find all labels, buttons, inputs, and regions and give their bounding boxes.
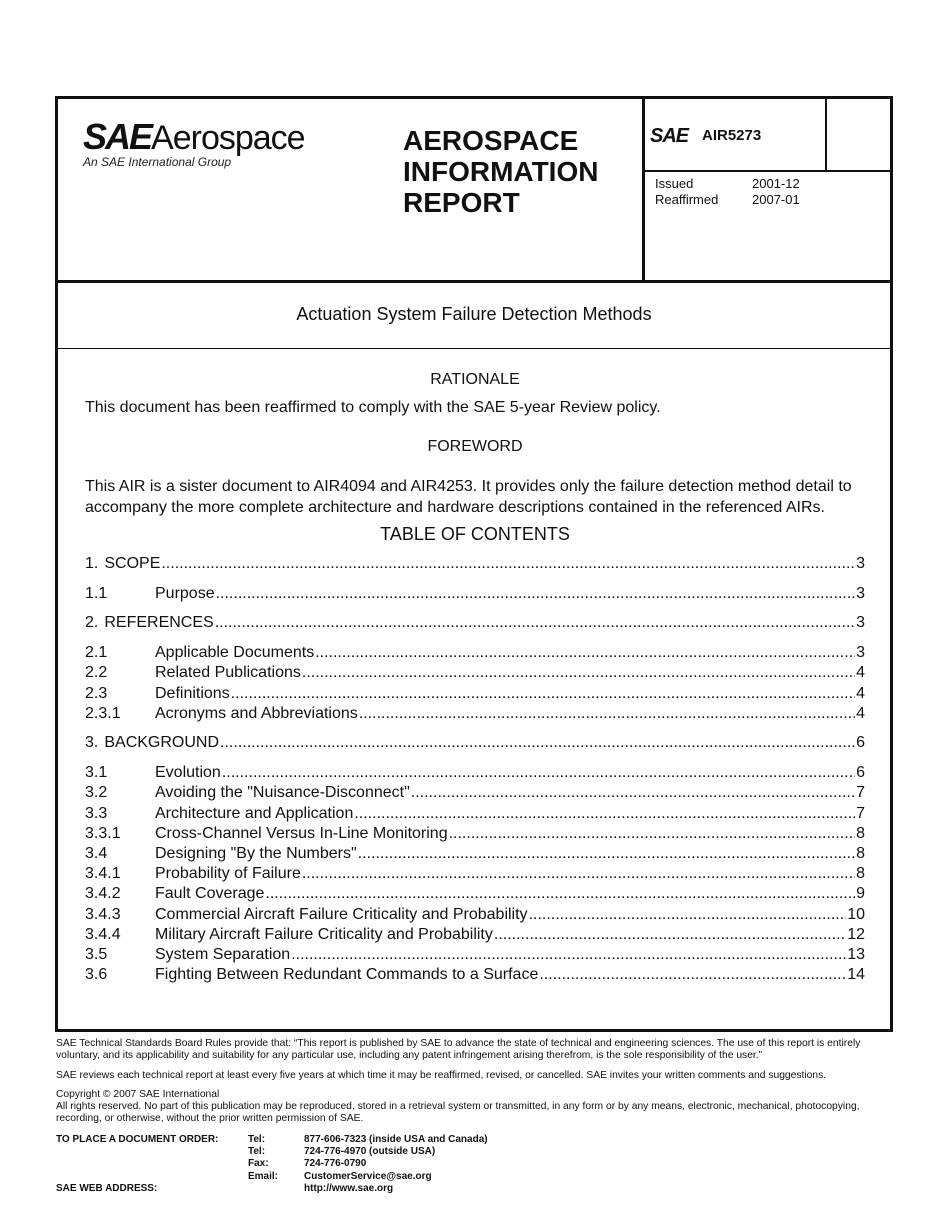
toc-title: Avoiding the "Nuisance-Disconnect" — [155, 784, 410, 802]
toc-page-number: 8 — [856, 824, 865, 842]
sae-small-logo: SAE — [650, 125, 689, 147]
date-value: 2001-12 — [752, 176, 800, 191]
toc-title: Fault Coverage — [155, 885, 265, 903]
rationale-text: This document has been reaffirmed to comply with the SAE 5-year Review policy. — [85, 399, 661, 416]
logo-tagline: An SAE International Group — [83, 155, 232, 169]
report-type — [403, 125, 598, 218]
toc-entry[interactable] — [85, 844, 865, 864]
toc-title: Applicable Documents — [155, 644, 315, 662]
doc-number-box — [645, 99, 890, 172]
review-note: SAE reviews each technical report at least every five years at which time it may be reaffirmed, revised, or cancelled. SAE invites your written comments and suggestions. — [56, 1069, 827, 1081]
toc-page-number: 4 — [856, 684, 865, 702]
toc-title: Commercial Aircraft Failure Criticality and Probability — [155, 905, 528, 923]
toc-number: 3.5 — [85, 945, 108, 963]
toc-leader-dots — [529, 905, 847, 925]
toc-leader-dots — [161, 554, 855, 574]
contact-label: Tel: — [248, 1134, 266, 1145]
toc-number: 3.1 — [85, 764, 108, 782]
toc-entry[interactable] — [85, 824, 865, 844]
sae-aerospace-logo — [83, 116, 305, 169]
toc-number: 1.1 — [85, 584, 108, 602]
toc-page-number: 3 — [856, 555, 865, 572]
toc-entry[interactable] — [85, 643, 865, 663]
toc-entry[interactable] — [85, 763, 865, 783]
web-address-link[interactable]: http://www.sae.org — [304, 1182, 394, 1194]
toc-page-number: 6 — [856, 734, 865, 752]
toc-title: Purpose — [155, 584, 215, 602]
order-info — [56, 1134, 488, 1195]
toc-number: 3.6 — [85, 966, 108, 984]
document-title: Actuation System Failure Detection Methods — [296, 304, 652, 324]
toc-page-number: 3 — [856, 584, 865, 602]
toc-number: 3.4.2 — [85, 885, 121, 903]
toc-number: 3.3 — [85, 804, 108, 822]
toc-entry[interactable] — [85, 965, 865, 985]
toc-entry[interactable] — [85, 925, 865, 945]
toc-number: 3.3.1 — [85, 824, 121, 842]
toc-leader-dots — [302, 864, 855, 884]
toc-number: 3. — [85, 734, 99, 752]
toc-title: BACKGROUND — [104, 734, 220, 752]
table-of-contents — [85, 554, 865, 985]
toc-leader-dots — [494, 925, 846, 945]
date-value: 2007-01 — [752, 192, 800, 207]
toc-entry[interactable] — [85, 584, 865, 604]
toc-entry[interactable] — [85, 864, 865, 884]
doc-box-divider — [825, 99, 827, 170]
toc-number: 2.2 — [85, 664, 108, 682]
date-label: Issued — [655, 176, 694, 191]
document-frame — [55, 96, 893, 1032]
contact-row — [56, 1158, 488, 1170]
contact-value: 877-606-7323 (inside USA and Canada) — [304, 1134, 488, 1145]
toc-leader-dots — [291, 945, 846, 965]
toc-leader-dots — [222, 763, 855, 783]
rationale-heading: RATIONALE — [430, 371, 520, 388]
toc-entry[interactable] — [85, 613, 865, 633]
logo-name: Aerospace — [151, 119, 305, 157]
toc-page-number: 4 — [856, 664, 865, 682]
toc-page-number: 4 — [856, 704, 865, 722]
issue-dates — [655, 176, 800, 208]
toc-number: 3.4.1 — [85, 865, 121, 883]
toc-title: Designing "By the Numbers" — [155, 844, 357, 862]
toc-entry[interactable] — [85, 554, 865, 574]
toc-page-number: 8 — [856, 844, 865, 862]
toc-title: Fighting Between Redundant Commands to a Surface — [155, 966, 539, 984]
toc-heading: TABLE OF CONTENTS — [380, 524, 570, 544]
toc-leader-dots — [358, 844, 855, 864]
toc-leader-dots — [411, 783, 855, 803]
toc-title: Acronyms and Abbreviations — [155, 704, 358, 722]
toc-number: 3.4.3 — [85, 905, 121, 923]
contact-label: Tel: — [248, 1146, 266, 1158]
toc-page-number: 3 — [856, 614, 865, 632]
toc-page-number: 7 — [856, 804, 865, 822]
title-bar — [58, 280, 890, 349]
toc-title: Military Aircraft Failure Criticality and Probability — [155, 925, 493, 943]
toc-leader-dots — [220, 733, 855, 753]
toc-leader-dots — [215, 613, 855, 633]
toc-page-number: 6 — [856, 764, 865, 782]
contact-label: Fax: — [248, 1158, 269, 1170]
contact-email[interactable]: CustomerService@sae.org — [304, 1170, 432, 1182]
toc-title: REFERENCES — [104, 614, 214, 632]
toc-title: Definitions — [155, 684, 230, 702]
toc-page-number: 10 — [847, 905, 865, 923]
toc-leader-dots — [539, 965, 846, 985]
contact-row — [56, 1134, 488, 1146]
toc-number: 2.1 — [85, 644, 108, 662]
toc-leader-dots — [354, 804, 855, 824]
toc-title: Related Publications — [155, 664, 301, 682]
foreword-heading: FOREWORD — [427, 438, 523, 455]
toc-entry[interactable] — [85, 663, 865, 683]
copyright: Copyright © 2007 SAE International — [56, 1088, 220, 1100]
toc-page-number: 14 — [847, 966, 865, 984]
toc-title: Evolution — [155, 764, 221, 782]
logo-brand: SAE — [83, 116, 152, 157]
toc-title: Cross-Channel Versus In-Line Monitoring — [155, 824, 448, 842]
rights-notice: All rights reserved. No part of this publication may be reproduced, stored in a retrieval system or transmitted, in any form or by any means, electronic, mechanical, photocopying, recording, or otherwise, without the prior written permission of SAE. — [56, 1101, 860, 1125]
toc-entry[interactable] — [85, 905, 865, 925]
report-type-line: AEROSPACE — [403, 125, 579, 156]
toc-number: 3.4 — [85, 844, 108, 862]
contact-row — [56, 1171, 488, 1183]
toc-leader-dots — [315, 643, 855, 663]
toc-entry[interactable] — [85, 945, 865, 965]
contact-row — [56, 1146, 488, 1158]
toc-number: 2. — [85, 614, 99, 632]
toc-leader-dots — [359, 704, 855, 724]
footer-notes — [56, 1038, 898, 1126]
date-row — [655, 176, 800, 192]
toc-entry[interactable] — [85, 884, 865, 904]
toc-leader-dots — [231, 684, 855, 704]
toc-number: 2.3 — [85, 684, 108, 702]
toc-leader-dots — [449, 824, 856, 844]
header-block — [58, 99, 890, 283]
toc-page-number: 3 — [856, 644, 865, 662]
toc-leader-dots — [265, 884, 855, 904]
toc-title: Probability of Failure — [155, 865, 301, 883]
toc-title: Architecture and Application — [155, 804, 354, 822]
contact-value: 724-776-4970 (outside USA) — [304, 1146, 436, 1158]
document-body — [85, 369, 865, 985]
foreword-text: This AIR is a sister document to AIR4094 and AIR4253. It provides only the failure detection method detail to accompany the more complete architecture and hardware descriptions contained in the referenced AIRs. — [85, 478, 852, 516]
toc-entry[interactable] — [85, 804, 865, 824]
toc-title: System Separation — [155, 945, 291, 963]
web-label: SAE WEB ADDRESS: — [56, 1182, 158, 1194]
toc-number: 3.2 — [85, 784, 108, 802]
toc-entry[interactable] — [85, 704, 865, 724]
toc-page-number: 8 — [856, 865, 865, 883]
order-label: TO PLACE A DOCUMENT ORDER: — [56, 1134, 219, 1145]
toc-number: 3.4.4 — [85, 925, 121, 943]
toc-leader-dots — [302, 663, 855, 683]
toc-entry[interactable] — [85, 733, 865, 753]
toc-title: SCOPE — [104, 555, 161, 572]
toc-entry[interactable] — [85, 783, 865, 803]
toc-page-number: 13 — [847, 945, 865, 963]
toc-number: 2.3.1 — [85, 704, 121, 722]
toc-page-number: 12 — [847, 925, 865, 943]
contact-value: 724-776-0790 — [304, 1158, 367, 1170]
toc-number: 1. — [85, 555, 99, 572]
standards-rules: SAE Technical Standards Board Rules provide that: “This report is published by SAE to advance the state of technical and engineering sciences. The use of this report is entirely voluntary, and its applicability and suitability for any particular use, including any patent infringement arising therefrom, is the sole responsibility of the user.” — [56, 1038, 861, 1062]
web-row — [56, 1183, 488, 1195]
toc-entry[interactable] — [85, 684, 865, 704]
toc-page-number: 7 — [856, 784, 865, 802]
doc-number: AIR5273 — [702, 127, 762, 144]
toc-leader-dots — [216, 584, 856, 604]
date-row — [655, 192, 800, 208]
contact-label: Email: — [248, 1170, 279, 1182]
report-type-line: INFORMATION — [403, 156, 599, 187]
toc-page-number: 9 — [856, 885, 865, 903]
report-type-line: REPORT — [403, 187, 520, 218]
date-label: Reaffirmed — [655, 192, 719, 207]
